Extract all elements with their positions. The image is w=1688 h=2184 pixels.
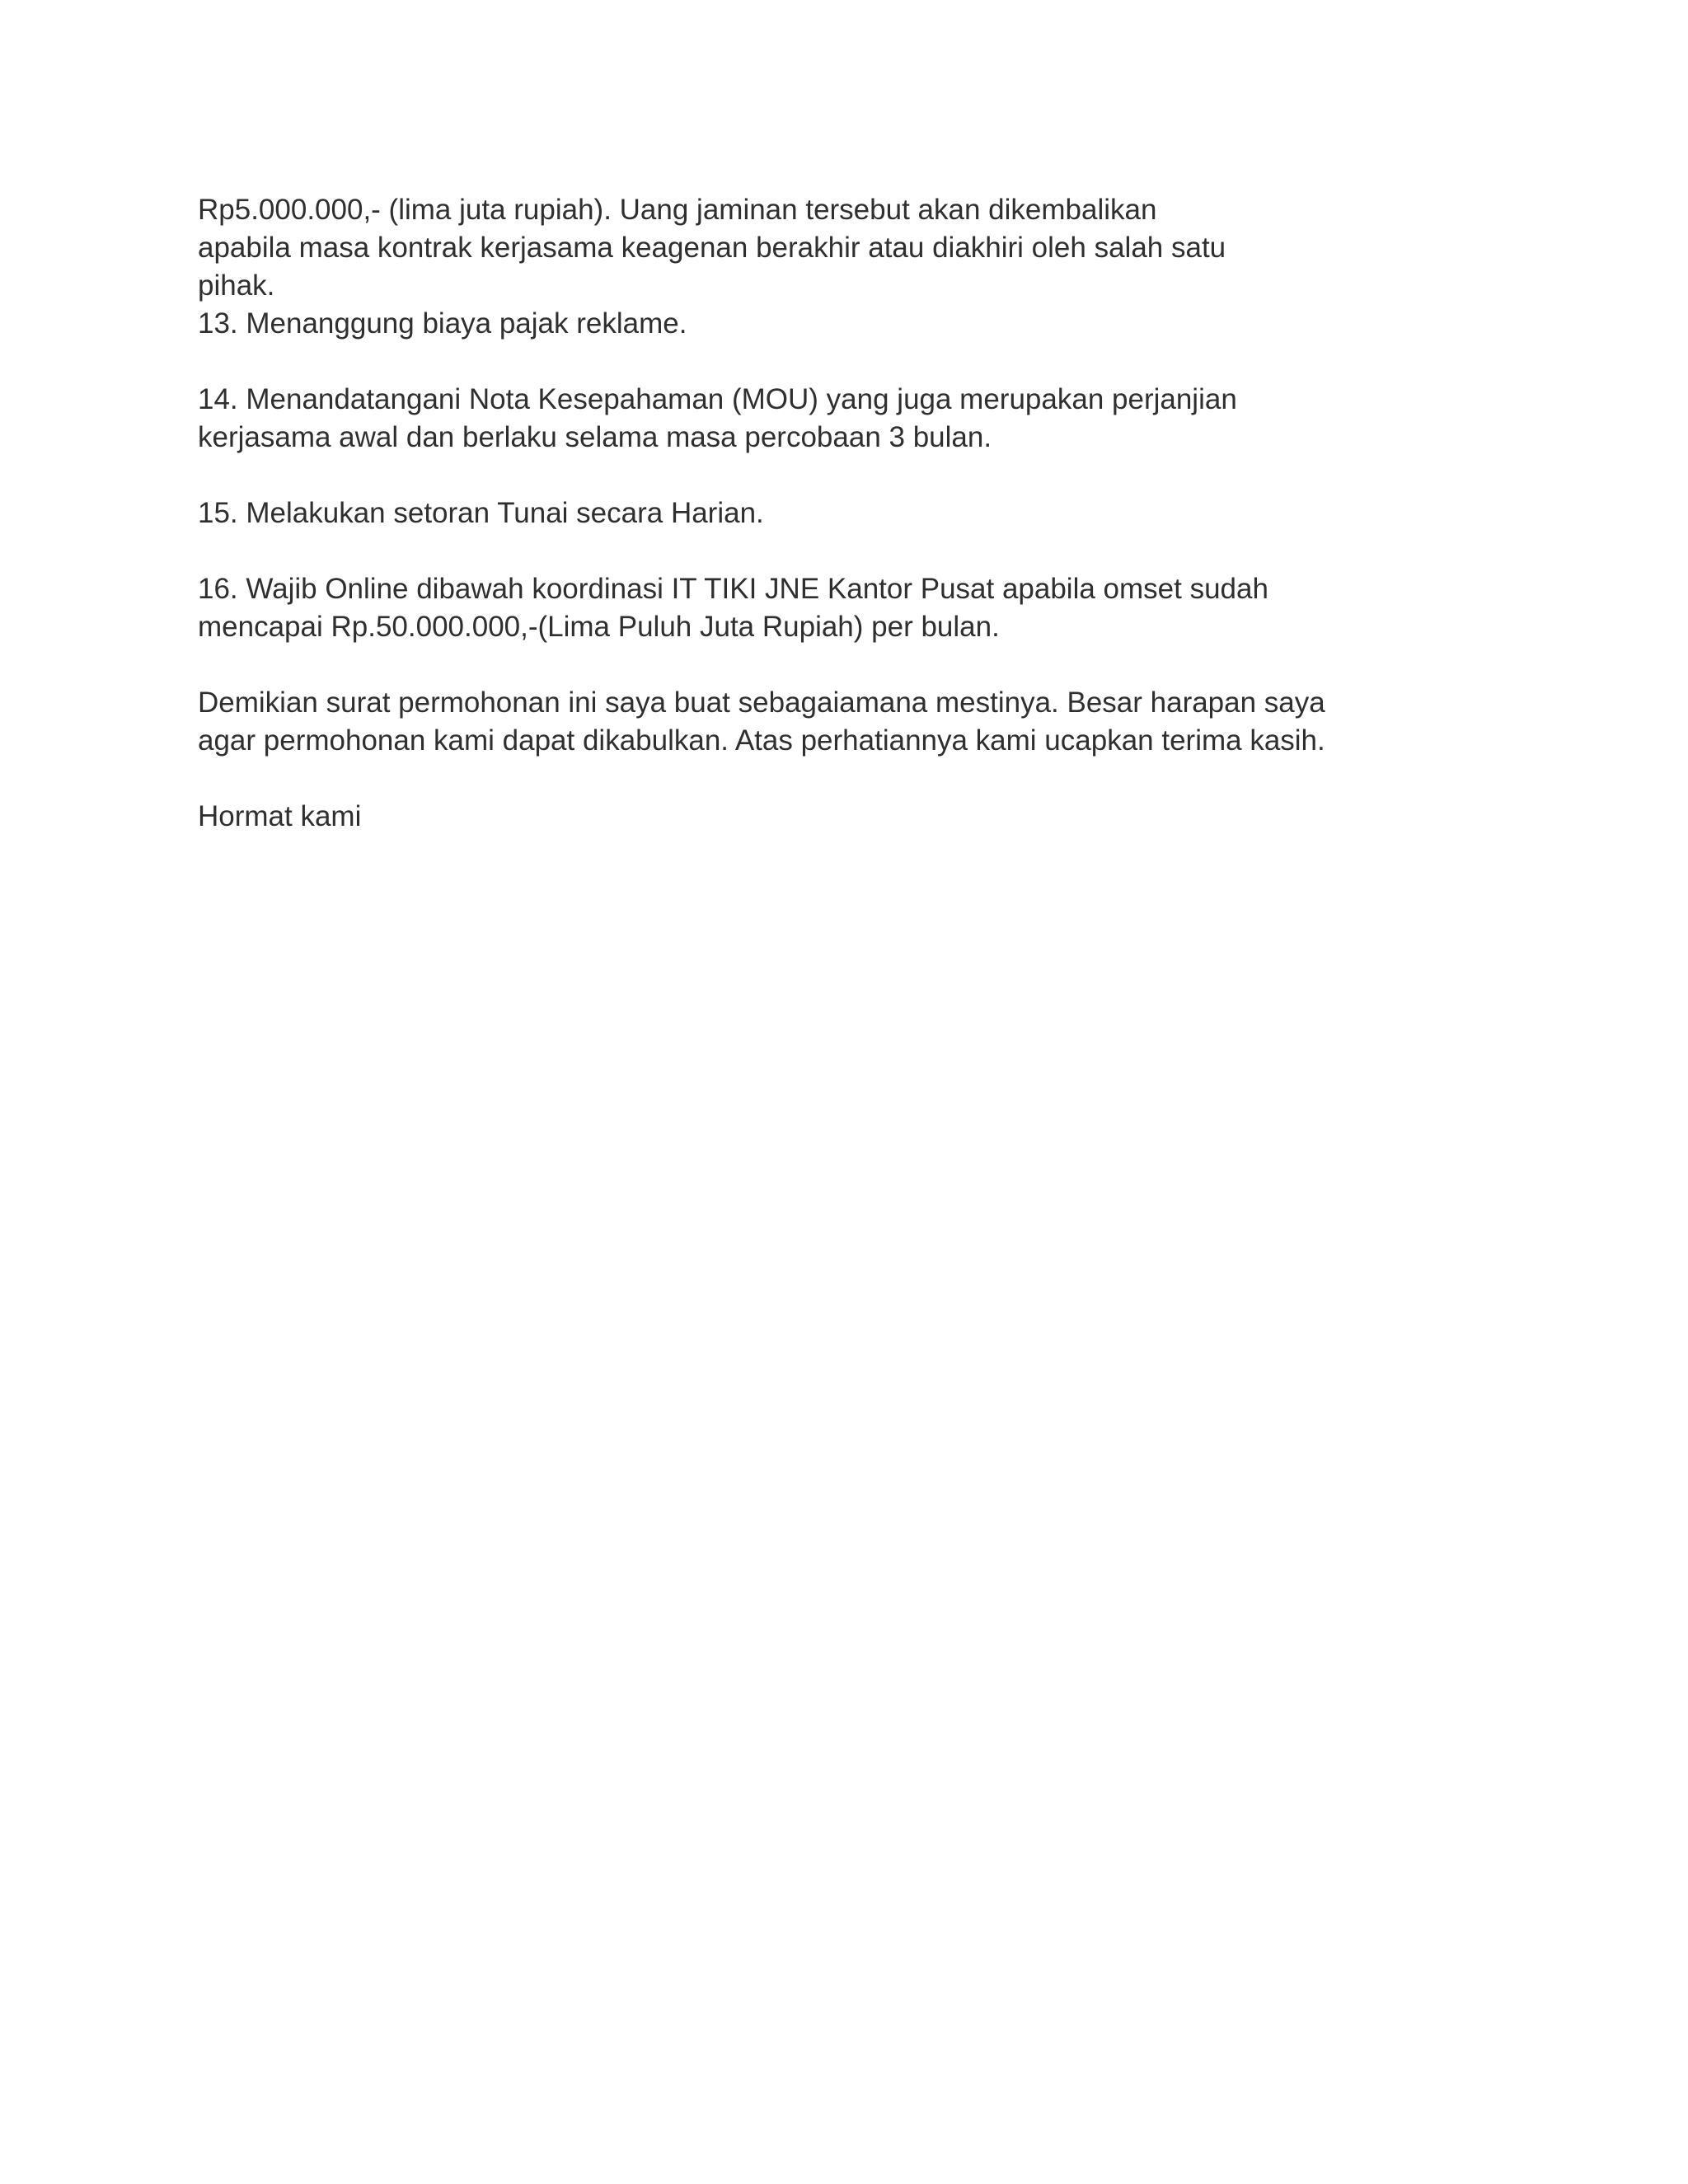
text-line: 14. Menandatangani Nota Kesepahaman (MOU) yang juga merupakan perjanjian	[198, 383, 1237, 415]
text-line: kerjasama awal dan berlaku selama masa percobaan 3 bulan.	[198, 421, 992, 453]
text-line: 15. Melakukan setoran Tunai secara Harian.	[198, 497, 764, 529]
text-line: 16. Wajib Online dibawah koordinasi IT TIKI JNE Kantor Pusat apabila omset sudah	[198, 573, 1268, 605]
list-item-14	[198, 381, 1599, 457]
paragraph-gap	[198, 343, 1599, 381]
paragraph-gap	[198, 646, 1599, 684]
text-line: Demikian surat permohonan ini saya buat sebagaiamana mestinya. Besar harapan saya	[198, 687, 1325, 719]
signoff	[198, 798, 1599, 836]
paragraph-gap	[198, 457, 1599, 494]
paragraph-gap	[198, 532, 1599, 570]
list-item-13	[198, 305, 1599, 343]
paragraph-gap	[198, 760, 1599, 798]
item-12-continuation	[198, 191, 1599, 305]
text-line: Rp5.000.000,- (lima juta rupiah). Uang jaminan tersebut akan dikembalikan	[198, 194, 1157, 226]
text-line: apabila masa kontrak kerjasama keagenan berakhir atau diakhiri oleh salah satu	[198, 232, 1226, 264]
signoff-text: Hormat kami	[198, 800, 362, 832]
list-item-16	[198, 570, 1599, 646]
closing-paragraph	[198, 684, 1599, 760]
list-item-15	[198, 494, 1599, 532]
text-line: 13. Menanggung biaya pajak reklame.	[198, 307, 687, 340]
text-line: mencapai Rp.50.000.000,-(Lima Puluh Juta Rupiah) per bulan.	[198, 611, 1000, 643]
text-line: pihak.	[198, 269, 275, 302]
document-body	[198, 191, 1599, 836]
text-line: agar permohonan kami dapat dikabulkan. Atas perhatiannya kami ucapkan terima kasih.	[198, 724, 1325, 757]
